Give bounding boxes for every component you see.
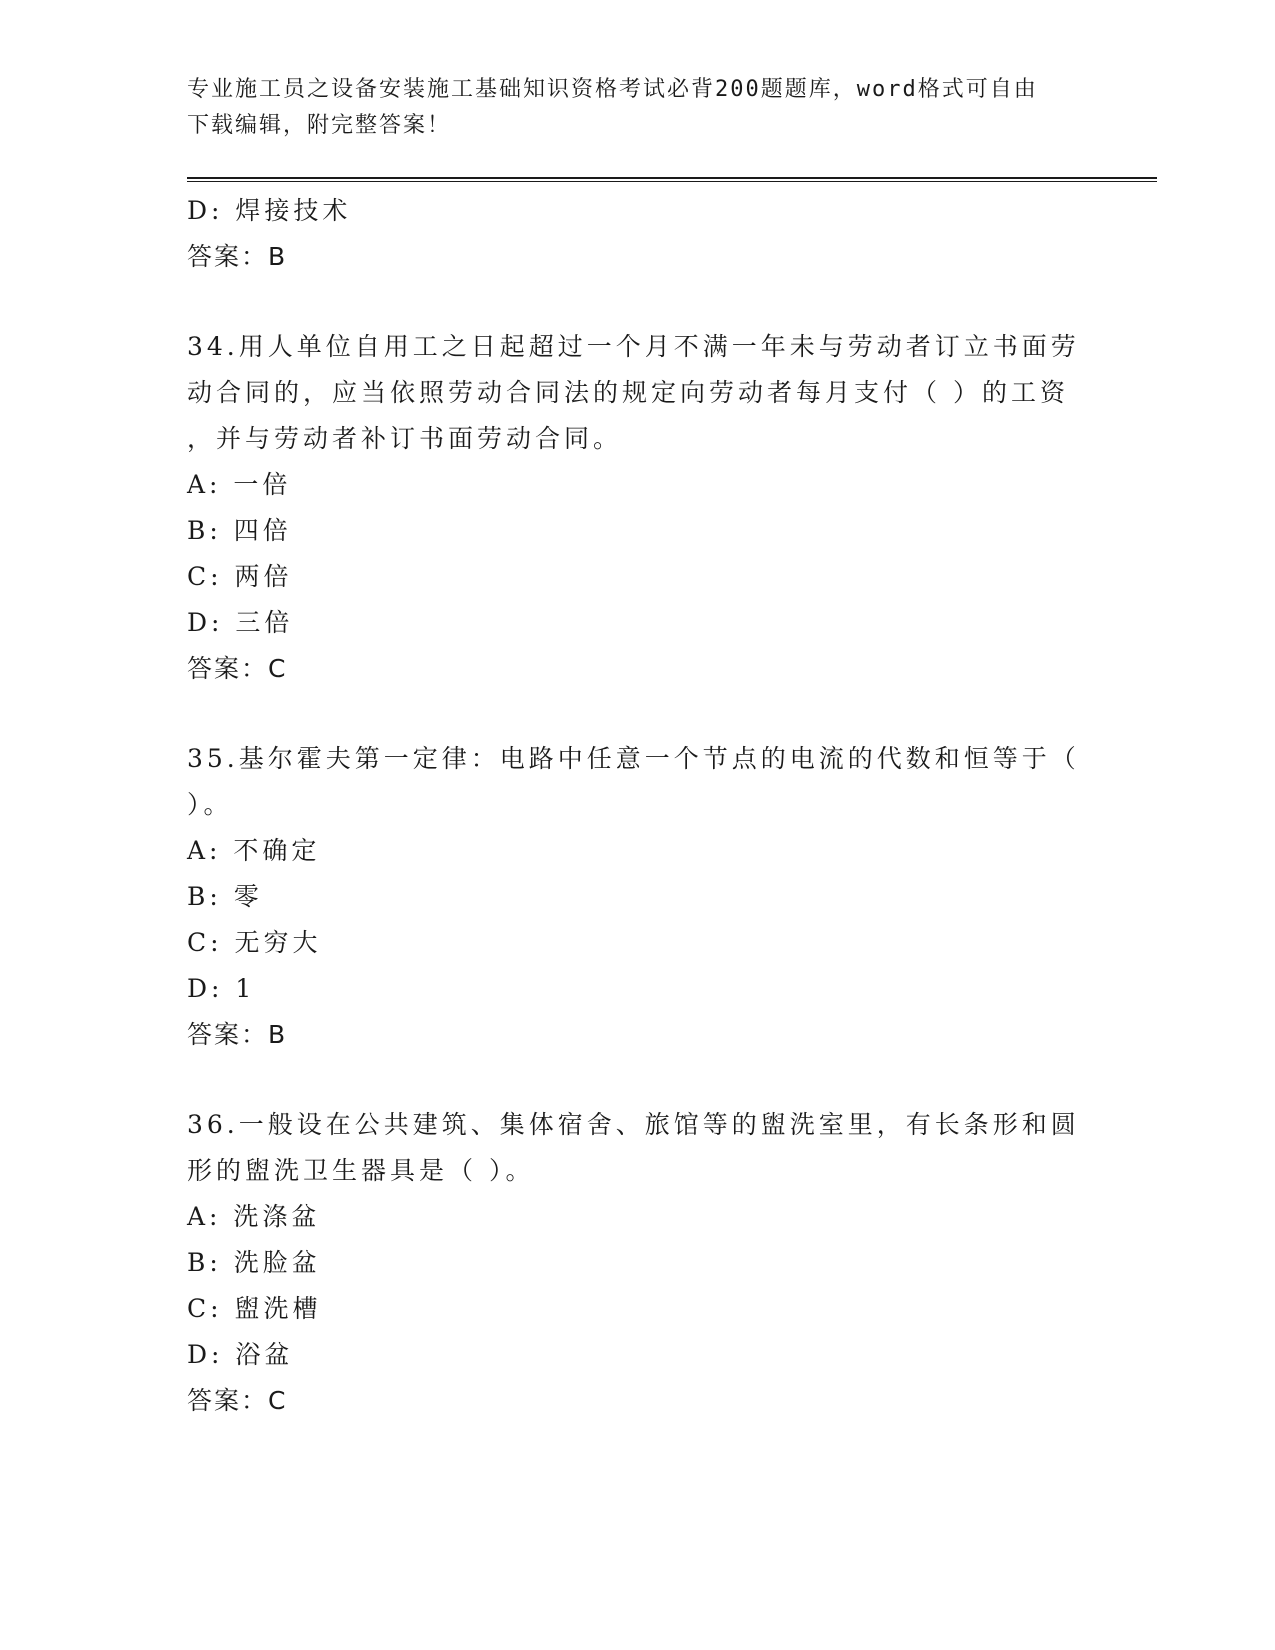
question-stem — [187, 736, 1087, 828]
question-34 — [187, 324, 1087, 692]
document-page — [187, 0, 1157, 1650]
option-d: D: 1 — [187, 974, 256, 1003]
stem-line: ，并与劳动者补订书面劳动合同。 — [187, 424, 623, 453]
header-divider — [187, 177, 1157, 182]
question-35 — [187, 736, 1087, 1058]
option-a: A: 洗涤盆 — [187, 1202, 321, 1231]
stem-line: 动合同的，应当依照劳动合同法的规定向劳动者每月支付（ ）的工资 — [187, 378, 1069, 407]
question-stem — [187, 1102, 1087, 1194]
option-b: B: 四倍 — [187, 516, 292, 545]
option-a: A: 一倍 — [187, 470, 292, 499]
answer-line: 答案：B — [187, 1020, 288, 1049]
document-header — [187, 72, 1067, 144]
option-b: B: 洗脸盆 — [187, 1248, 321, 1277]
question-stem — [187, 324, 1087, 462]
option-d: D: 焊接技术 — [187, 196, 352, 225]
header-title-line-1: 专业施工员之设备安装施工基础知识资格考试必背200题题库，word格式可自由 — [187, 77, 1038, 102]
option-b: B: 零 — [187, 882, 263, 911]
previous-question-tail — [187, 188, 1087, 280]
answer-line: 答案：C — [187, 654, 288, 683]
option-c: C: 无穷大 — [187, 928, 322, 957]
option-d: D: 浴盆 — [187, 1340, 294, 1369]
option-d: D: 三倍 — [187, 608, 294, 637]
stem-line: ）。 — [187, 790, 233, 819]
stem-line: 形的盥洗卫生器具是（ ）。 — [187, 1156, 535, 1185]
answer-line: 答案：B — [187, 242, 288, 271]
question-36 — [187, 1102, 1087, 1424]
option-a: A: 不确定 — [187, 836, 321, 865]
header-title-line-2: 下载编辑，附完整答案！ — [187, 113, 452, 138]
option-c: C: 盥洗槽 — [187, 1294, 322, 1323]
stem-line: 36.一般设在公共建筑、集体宿舍、旅馆等的盥洗室里，有长条形和圆 — [187, 1110, 1080, 1139]
answer-line: 答案：C — [187, 1386, 288, 1415]
stem-line: 34.用人单位自用工之日起超过一个月不满一年未与劳动者订立书面劳 — [187, 332, 1080, 361]
question-list — [187, 188, 1087, 1424]
option-c: C: 两倍 — [187, 562, 293, 591]
stem-line: 35.基尔霍夫第一定律：电路中任意一个节点的电流的代数和恒等于（ — [187, 744, 1080, 773]
